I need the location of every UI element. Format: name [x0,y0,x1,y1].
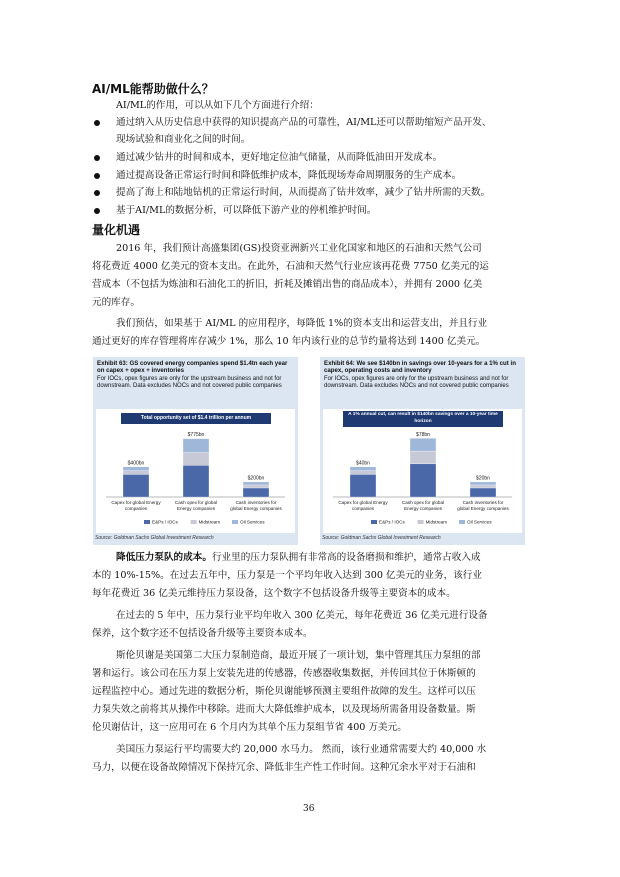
exhibit-63-title: Exhibit 63: GS covered energy companies spend $1.4tn each year on capex + opex + inventories [97,360,288,375]
legend-label: E&Ps / IOCs [379,519,405,525]
bar-total-label: $775bn [187,432,205,439]
legend-swatch [418,520,424,524]
category-tick-label: Cash inventories for [235,500,277,505]
para3-lead: 降低压力泵队的成本。 [116,552,212,563]
bullet-dot [94,173,100,179]
category-tick-label: Cash inventories for [462,500,504,505]
bar-total-label: $78bn [416,431,430,438]
bullet-dot [94,208,100,214]
bar-segment-oilservices [470,482,496,485]
legend-label: Midstream [198,519,221,525]
legend-swatch [191,520,197,524]
heading-quantify-opportunity: 量化机遇 [92,223,141,237]
bar-segment-epsiocs [470,488,496,497]
category-tick-label: Energy companies [403,506,443,511]
para5-line-5: 伦贝谢估计，这一应用可在 6 个月内为其单个压力泵组节省 400 万美元。 [92,722,407,733]
bullet-dot [94,120,100,126]
para4-line-1: 在过去的 5 年中，压力泵行业平均年收入 300 亿美元，每年花费近 36 亿美元进行设备 [116,610,488,621]
para3-line-2: 本的 10%-15%。在过去五年中，压力泵是一个平均年收入达到 300 亿美元的业务，该行业 [92,570,482,581]
category-tick-label: Cash opex for global [401,500,445,505]
bullet-1-line-1: 通过纳入从历史信息中获得的知识提高产品的可靠性，AI/ML还可以帮助缩短产品开发、 [116,117,492,128]
legend-label: Midstream [425,519,448,525]
bar-segment-oilservices [243,482,269,485]
bar-segment-midstream [243,485,269,488]
bar-segment-oilservices [350,467,376,471]
para5-line-2: 署和运行。该公司在压力泵上安装先进的传感器，传感器收集数据，并传回其位于休斯顿的 [92,668,476,679]
category-tick-label: Capex for global Energy [338,500,388,505]
para6-line-2: 马力，以便在设备故障情况下保持冗余、降低非生产性工作时间。这种冗余水平对于石油和 [92,762,476,773]
bullet-5: 基于AI/ML的数据分析，可以降低下游产业的停机维护时间。 [116,205,377,216]
bar-segment-midstream [123,471,149,475]
exhibit-64-subtitle: For IOCs, opex figures are only for the upstream business and not for downstream. Data excludes NOCs and not covered public companies [324,376,509,390]
bar-segment-oilservices [410,438,436,451]
bar-segment-epsiocs [123,474,149,497]
bar-chart-svg [96,409,295,533]
bar-segment-midstream [410,451,436,464]
exhibit-63-chart [96,409,295,533]
intro-text: AI/ML的作用，可以从如下几个方面进行介绍： [116,100,319,111]
exhibit-63-source: Source: Goldman Sachs Global Investment Research [95,535,214,541]
exhibit-64-source: Source: Goldman Sachs Global Investment Research [322,535,441,541]
bullet-1-line-2: 现场试验和商业化之间的时间。 [116,134,251,145]
para6-line-1: 美国压力泵运行平均需要大约 20,000 水马力。 然而，该行业通常需要大约 40,000 水 [116,744,487,755]
para1-line-2: 将花费近 4000 亿美元的资本支出。在此外，石油和天然气行业应该再花费 7750 亿美元的运 [92,261,489,272]
exhibit-64-chart [323,409,522,533]
category-tick-label: companies [351,506,375,511]
legend-label: E&Ps / IOCs [152,519,178,525]
bar-segment-midstream [350,471,376,475]
bar-total-label: $200bn [247,475,265,482]
exhibit-63 [93,357,298,545]
bar-segment-midstream [470,485,496,488]
para2-line-1: 我们预估，如果基于 AI/ML 的应用程序，每降低 1%的资本支出和运营支出，并且行业 [116,318,488,329]
bar-segment-midstream [183,453,209,466]
legend-swatch [144,520,150,524]
bar-total-label: $20bn [476,475,490,482]
bar-segment-oilservices [123,467,149,471]
para5-line-4: 力泵失效之前将其从操作中移除。进而大大降低维护成本，以及现场所需备用设备数量。斯 [92,704,476,715]
para5-line-3: 远程监控中心。通过先进的数据分析，斯伦贝谢能够预测主要组件故障的发生。这样可以压 [92,686,476,697]
bullet-3: 通过提高设备正常运行时间和降低维护成本，降低现场寿命周期服务的生产成本。 [116,170,462,181]
para1-line-1: 2016 年，我们预计高盛集团(GS)投资亚洲新兴工业化国家和地区的石油和天然气公司 [116,243,482,254]
bullet-2: 通过减少钻井的时间和成本，更好地定位油气储量，从而降低油田开发成本。 [116,152,443,163]
legend-swatch [232,520,238,524]
category-tick-label: Energy companies [176,506,216,511]
para2-line-2: 通过更好的库存管理将库存减少 1%，那么 10 年内该行业的总节约量将达到 1400 亿美元。 [92,336,486,347]
para4-line-2: 保养，这个数字还不包括设备升级等主要资本成本。 [92,628,313,639]
bar-segment-epsiocs [183,465,209,497]
category-tick-label: Cash opex for global [174,500,218,505]
category-tick-label: companies [124,506,148,511]
bullet-4: 提高了海上和陆地钻机的正常运行时间，从而提高了钻井效率，减少了钻井所需的天数。 [116,187,491,198]
category-tick-label: global Energy companies [230,506,282,511]
exhibit-64 [320,357,525,545]
legend-label: Oil Services [467,519,492,525]
category-tick-label: global Energy companies [457,506,509,511]
bar-segment-oilservices [183,439,209,453]
page-number: 36 [303,804,315,814]
category-tick-label: Capex for global Energy [111,500,161,505]
legend-swatch [371,520,377,524]
para1-line-3: 营成本（不包括为炼油和石油化工的折旧，折耗及摊销出售的商品成本），并拥有 2000 亿美 [92,279,483,290]
bullet-dot [94,190,100,196]
para3-line-1-rest: 行业里的压力泵队拥有非常高的设备磨损和维护，通常占收入成 [211,552,481,563]
bullet-dot [94,155,100,161]
exhibit-64-title: Exhibit 64: We see $140bn in savings over 10-years for a 1% cut in capex, operating costs and inventory [324,360,516,375]
bar-segment-epsiocs [410,464,436,497]
bar-segment-epsiocs [350,474,376,497]
para3-line-1 [116,549,481,566]
heading-ai-ml-help: AI/ML能帮助做什么？ [92,82,214,96]
bar-chart-svg [323,409,522,533]
para5-line-1: 斯伦贝谢是美国第二大压力泵制造商，最近开展了一项计划，集中管理其压力泵组的部 [116,650,481,661]
bar-segment-epsiocs [243,488,269,497]
para1-line-4: 元的库存。 [92,297,140,308]
legend-label: Oil Services [240,519,265,525]
exhibit-63-subtitle: For IOCs, opex figures are only for the upstream business and not for downstream. Data excludes NOCs and not covered public companies [97,376,282,390]
para3-line-3: 每年花费近 36 亿美元维持压力泵设备，这个数字不包括设备升级等主要资本的成本。 [92,588,456,599]
chart-header: A 1% annual cut, can result in $140bn savings over a 10-year time horizon [343,411,503,427]
bar-total-label: $400bn [127,460,145,467]
legend-swatch [459,520,465,524]
chart-header: Total opportunity set of $1.4 trillion per annum [121,413,271,424]
bar-total-label: $40bn [356,460,370,467]
